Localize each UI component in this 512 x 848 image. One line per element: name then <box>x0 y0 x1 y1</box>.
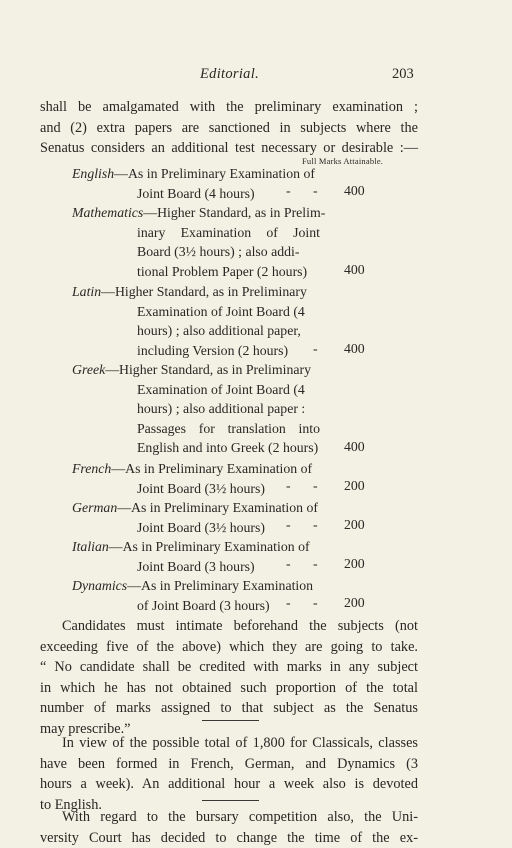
subject-entry-german <box>72 498 372 537</box>
dash: - <box>286 183 291 198</box>
dash: - <box>313 517 318 532</box>
text-line: In view of the possible total of 1,800 for Classicals, classes <box>62 735 418 751</box>
subject-line: —As in Preliminary Examination of <box>117 500 319 515</box>
text-line: may prescribe.” <box>40 720 131 737</box>
marks-value: 400 <box>344 341 365 356</box>
subject-line: of Joint Board (3 hours) <box>137 597 270 613</box>
subject-line: Joint Board (3 hours) <box>137 558 255 574</box>
dash: - <box>286 478 291 493</box>
subject-line: —As in Preliminary Examination of <box>108 539 310 554</box>
dash: - <box>313 595 318 610</box>
marks-value: 200 <box>344 517 365 532</box>
marks-value: 200 <box>344 556 365 571</box>
dash: - <box>286 595 291 610</box>
page-header <box>40 66 414 86</box>
subject-line: —As in Preliminary Examination <box>127 578 314 593</box>
page-number: 203 <box>392 66 414 82</box>
subject-name: Italian <box>72 539 109 554</box>
subject-entry-greek <box>72 360 372 458</box>
subject-name: Greek <box>72 362 106 377</box>
subject-entry-dynamics <box>72 576 372 615</box>
text-line: and (2) extra papers are sanctioned in subjects where the <box>40 119 418 136</box>
dash: - <box>313 341 318 356</box>
section-divider <box>202 720 259 721</box>
subject-name: Latin <box>72 284 102 299</box>
subject-line: —As in Preliminary Examination of <box>114 166 315 181</box>
running-title: Editorial. <box>200 66 259 82</box>
text-line: shall be amalgamated with the preliminary examination ; <box>40 99 418 115</box>
subject-name: English <box>72 166 115 181</box>
subject-line: —Higher Standard, as in Preliminary <box>101 284 307 299</box>
subject-line: Joint Board (3½ hours) <box>137 519 265 535</box>
dash: - <box>313 556 318 571</box>
subject-line: —Higher Standard, as in Prelim- <box>143 205 326 220</box>
dash: - <box>313 183 318 198</box>
subject-line: tional Problem Paper (2 hours) <box>137 263 308 279</box>
subject-name: Dynamics <box>72 578 128 593</box>
text-line: to English. <box>40 796 102 813</box>
candidates-paragraph <box>40 616 418 740</box>
marks-value: 200 <box>344 595 365 610</box>
text-line: have been formed in French, German, and Dynamics (3 <box>40 755 418 772</box>
text-line: With regard to the bursary competition also, the Uni- <box>62 809 418 825</box>
subject-line: including Version (2 hours) <box>137 342 289 358</box>
subject-line: Board (3½ hours) ; also addi- <box>137 244 300 260</box>
dash: - <box>286 517 291 532</box>
subject-entry-french <box>72 459 372 498</box>
marks-value: 400 <box>344 183 365 198</box>
classicals-paragraph <box>40 733 418 815</box>
subject-name: French <box>72 461 112 476</box>
subject-line: Passages for translation into <box>137 420 320 436</box>
text-line: Senatus considers an additional test necessary or desirable :— <box>40 140 418 157</box>
subject-name: Mathematics <box>72 205 144 220</box>
subject-line: inary Examination of Joint <box>137 224 320 240</box>
dash: - <box>313 478 318 493</box>
subject-entry-italian <box>72 537 372 576</box>
subject-entry-mathematics <box>72 203 372 281</box>
subject-line: Examination of Joint Board (4 <box>137 381 305 397</box>
subject-name: German <box>72 500 118 515</box>
text-line: hours a week). An additional hour a week also is devoted <box>40 776 418 793</box>
marks-value: 200 <box>344 478 365 493</box>
subject-line: hours) ; also additional paper : <box>137 401 306 417</box>
subject-entry-latin <box>72 282 372 360</box>
text-line: “ No candidate shall be credited with marks in any subject <box>40 659 418 676</box>
text-line: number of marks assigned to that subject as the Senatus <box>40 700 418 717</box>
subject-entry-english <box>72 164 372 203</box>
text-line: versity Court has decided to change the time of the ex- <box>40 829 418 846</box>
marks-value: 400 <box>344 439 365 454</box>
text-line: Candidates must intimate beforehand the subjects (not <box>62 618 418 634</box>
subject-line: —As in Preliminary Examination of <box>111 461 313 476</box>
intro-paragraph <box>40 97 418 159</box>
section-divider <box>202 800 259 801</box>
text-line: in which he has not obtained such proportion of the total <box>40 679 418 696</box>
full-marks-heading: Full Marks Attainable. <box>302 156 384 166</box>
subject-line: Examination of Joint Board (4 <box>137 303 305 319</box>
dash: - <box>286 556 291 571</box>
subject-line: English and into Greek (2 hours) <box>137 440 319 456</box>
subject-line: Joint Board (3½ hours) <box>137 480 265 496</box>
marks-value: 400 <box>344 262 365 277</box>
subject-line: Joint Board (4 hours) <box>137 185 255 201</box>
subject-line: —Higher Standard, as in Preliminary <box>105 362 311 377</box>
bursary-paragraph <box>40 807 418 848</box>
subject-line: hours) ; also additional paper, <box>137 323 301 339</box>
text-line: exceeding five of the above) which they are going to take. <box>40 638 418 655</box>
